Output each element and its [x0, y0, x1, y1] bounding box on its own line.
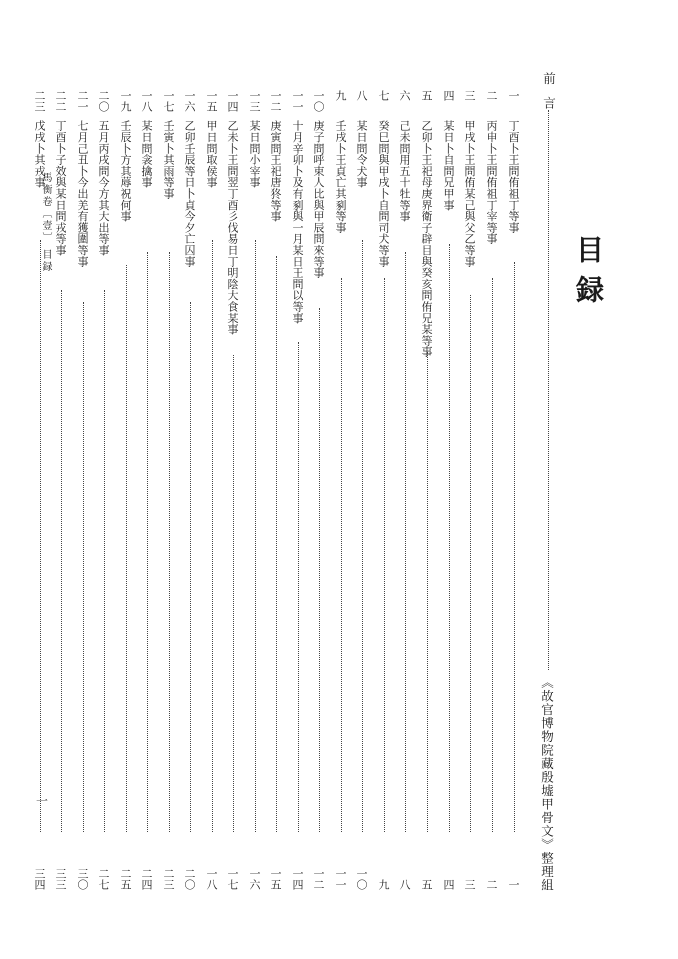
entry-number: 八 — [355, 90, 368, 101]
preface-leader-dots — [548, 110, 549, 670]
entry-number: 一一 — [291, 90, 304, 112]
leader-dots — [319, 308, 320, 832]
leader-dots — [83, 302, 84, 832]
running-footer: 馬衡卷〔壹〕 目録 — [40, 172, 51, 274]
entry-title: 己未問用五十牡等事 — [398, 120, 411, 222]
leader-dots — [405, 252, 406, 832]
toc-entry — [313, 90, 327, 890]
entry-title: 五月丙戌問今方其大出等事 — [97, 120, 110, 256]
leader-dots — [190, 302, 191, 832]
leader-dots — [470, 295, 471, 832]
entry-number: 五 — [420, 90, 433, 101]
entry-page: 五 — [420, 879, 433, 890]
entry-title: 七月己丑卜今出羌有獲圍等事 — [76, 120, 89, 267]
toc-entry — [486, 90, 500, 890]
toc-entry — [206, 90, 220, 890]
entry-title: 乙卯壬辰等日卜貞今夕亡囚事 — [183, 120, 196, 267]
entry-page: 三三 — [54, 868, 67, 890]
toc-entry — [270, 90, 284, 890]
leader-dots — [427, 352, 428, 832]
entry-page: 一五 — [269, 868, 282, 890]
entry-title: 甲戌卜王問侑某己與父乙等事 — [463, 120, 476, 267]
entry-number: 三 — [463, 90, 476, 101]
leader-dots — [341, 278, 342, 832]
toc-entry — [399, 90, 413, 890]
leader-dots — [104, 290, 105, 832]
entry-page: 一 — [507, 879, 520, 890]
page-title: 目録 — [572, 235, 605, 315]
entry-number: 七 — [377, 90, 390, 101]
entry-page: 二四 — [140, 868, 153, 890]
leader-dots — [212, 240, 213, 832]
toc-entry — [227, 90, 241, 890]
entry-number: 一四 — [226, 90, 239, 112]
entry-number: 二三 — [33, 90, 46, 112]
entry-title: 戊戌卜其戎事 — [33, 120, 46, 188]
entry-number: 一〇 — [312, 90, 325, 112]
toc-entry — [184, 90, 198, 890]
entry-number: 二〇 — [97, 90, 110, 112]
entry-number: 一六 — [183, 90, 196, 112]
entry-number: 二一 — [76, 90, 89, 112]
entry-number: 一八 — [140, 90, 153, 112]
entry-number: 一九 — [119, 90, 132, 112]
toc-entry — [335, 90, 349, 890]
entry-page: 一七 — [226, 868, 239, 890]
leader-dots — [169, 252, 170, 832]
entry-number: 一二 — [269, 90, 282, 112]
toc-entry — [120, 90, 134, 890]
entry-page: 一四 — [291, 868, 304, 890]
leader-dots — [276, 256, 277, 832]
toc-entry — [421, 90, 435, 890]
entry-title: 乙卯卜王祀母庚界衛子辟目與癸亥問侑兄某等事 — [420, 120, 433, 358]
entry-number: 二二 — [54, 90, 67, 112]
entry-number: 六 — [398, 90, 411, 101]
entry-page: 三〇 — [76, 868, 89, 890]
organization-credit: 《故官博物院藏殷墟甲骨文》整理組 — [539, 676, 555, 892]
entry-title: 某日問小宰事 — [248, 120, 261, 188]
entry-page: 二七 — [97, 868, 110, 890]
toc-entry — [443, 90, 457, 890]
toc-entry — [98, 90, 112, 890]
entry-number: 一五 — [205, 90, 218, 112]
entry-title: 丙申卜王問侑祖丁宰等事 — [485, 120, 498, 245]
entry-title: 某日問令犬事 — [355, 120, 368, 188]
entry-number: 二 — [485, 90, 498, 101]
entry-title: 壬辰卜方其蓐祝何事 — [119, 120, 132, 222]
toc-entry — [292, 90, 306, 890]
entry-number: 一七 — [162, 90, 175, 112]
leader-dots — [147, 252, 148, 832]
entry-page: 一〇 — [355, 868, 368, 890]
entry-title: 甲日問取侯事 — [205, 120, 218, 188]
entry-title: 乙未卜王問翌丁酉彡伐易日丁明陰大食某事 — [226, 120, 239, 335]
leader-dots — [233, 355, 234, 832]
entry-title: 庚子問呼束人比與甲辰問來等事 — [312, 120, 325, 279]
toc-entry — [163, 90, 177, 890]
entry-page: 三四 — [33, 868, 46, 890]
leader-dots — [449, 244, 450, 832]
toc-entry — [378, 90, 392, 890]
entry-title: 某日卜自問兄甲事 — [442, 120, 455, 211]
entry-page: 九 — [377, 879, 390, 890]
toc-entry — [464, 90, 478, 890]
entry-page: 二 — [485, 879, 498, 890]
leader-dots — [384, 278, 385, 832]
entry-page: 一六 — [248, 868, 261, 890]
leader-dots — [255, 240, 256, 832]
entry-page: 八 — [398, 879, 411, 890]
entry-title: 某日問衾擒事 — [140, 120, 153, 188]
entry-page: 二三 — [162, 868, 175, 890]
entry-number: 九 — [334, 90, 347, 101]
entry-title: 丁酉卜王問侑祖丁等事 — [507, 120, 520, 233]
toc-entry — [55, 90, 69, 890]
toc-entry — [508, 90, 522, 890]
page-number: 一 — [36, 794, 49, 808]
entry-title: 癸巳問與甲戌卜自問司犬等事 — [377, 120, 390, 267]
entry-title: 壬戌卜王貞亡其剢等事 — [334, 120, 347, 233]
leader-dots — [126, 265, 127, 832]
entry-page: 四 — [442, 879, 455, 890]
entry-title: 丁酉卜子效與某日問戎等事 — [54, 120, 67, 256]
entry-page: 一二 — [312, 868, 325, 890]
leader-dots — [298, 342, 299, 832]
entry-page: 三 — [463, 879, 476, 890]
entry-title: 壬寅卜其雨等事 — [162, 120, 175, 200]
entry-number: 一三 — [248, 90, 261, 112]
entry-number: 四 — [442, 90, 455, 101]
entry-page: 二〇 — [183, 868, 196, 890]
toc-entry — [249, 90, 263, 890]
entry-page: 一一 — [334, 868, 347, 890]
toc-entry — [356, 90, 370, 890]
leader-dots — [40, 240, 41, 832]
entry-page: 一八 — [205, 868, 218, 890]
entry-number: 一 — [507, 90, 520, 101]
toc-entry — [141, 90, 155, 890]
preface-label: 前言 — [541, 72, 557, 121]
entry-title: 十月辛卯卜及有剢與一月某日王問以等事 — [291, 120, 304, 324]
leader-dots — [514, 262, 515, 832]
entry-page: 二五 — [119, 868, 132, 890]
leader-dots — [362, 240, 363, 832]
toc-entry — [77, 90, 91, 890]
entry-title: 庚寅問王祀唐㹣等事 — [269, 120, 282, 222]
leader-dots — [61, 290, 62, 832]
leader-dots — [492, 278, 493, 832]
